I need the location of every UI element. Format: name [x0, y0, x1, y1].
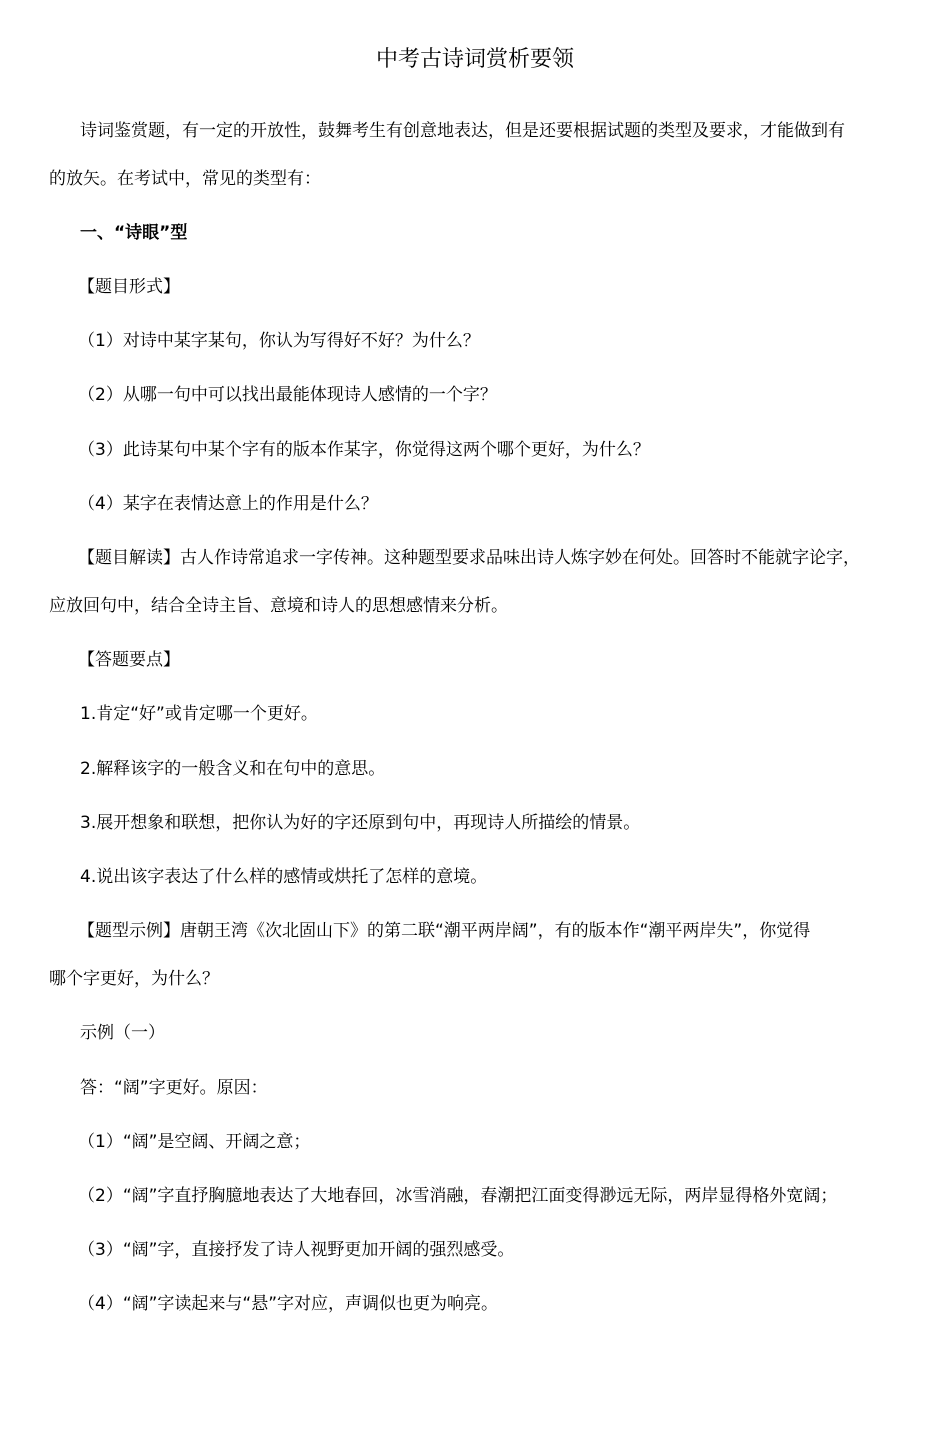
form-item-2: （2）从哪一句中可以找出最能体现诗人感情的一个字？ — [78, 385, 497, 405]
point-4: 4.说出该字表达了什么样的感情或烘托了怎样的意境。 — [80, 867, 488, 887]
reason-3: （3）“阔”字，直接抒发了诗人视野更加开阔的强烈感受。 — [78, 1240, 515, 1260]
reason-1: （1）“阔”是空阔、开阔之意； — [78, 1132, 311, 1152]
point-3: 3.展开想象和联想，把你认为好的字还原到句中，再现诗人所描绘的情景。 — [80, 813, 641, 833]
form-label: 【题目形式】 — [78, 277, 180, 297]
interpret-text-1: 古人作诗常追求一字传神。这种题型要求品味出诗人炼字妙在何处。回答时不能就字论字， — [180, 548, 860, 568]
sample-label: 示例（一） — [80, 1023, 165, 1043]
interpret-label: 【题目解读】 — [78, 548, 180, 568]
example-line-2: 哪个字更好，为什么？ — [49, 969, 219, 989]
intro-line-2: 的放矢。在考试中，常见的类型有： — [49, 169, 321, 189]
example-line-1 — [78, 918, 810, 944]
points-label: 【答题要点】 — [78, 650, 180, 670]
section-heading: 一、“诗眼”型 — [80, 223, 188, 243]
interpret-line-2: 应放回句中，结合全诗主旨、意境和诗人的思想感情来分析。 — [49, 596, 508, 616]
interpret-line-1 — [78, 545, 860, 571]
example-label: 【题型示例】 — [78, 921, 180, 941]
form-item-3: （3）此诗某句中某个字有的版本作某字，你觉得这两个哪个更好，为什么？ — [78, 440, 650, 460]
point-1: 1.肯定“好”或肯定哪一个更好。 — [80, 704, 318, 724]
reason-2: （2）“阔”字直抒胸臆地表达了大地春回，冰雪消融，春潮把江面变得渺远无际，两岸显得格外宽阔； — [78, 1186, 838, 1206]
sample-answer: 答：“阔”字更好。原因： — [80, 1078, 268, 1098]
point-2: 2.解释该字的一般含义和在句中的意思。 — [80, 759, 386, 779]
form-item-4: （4）某字在表情达意上的作用是什么？ — [78, 494, 378, 514]
document-title: 中考古诗词赏析要领 — [375, 47, 574, 72]
example-text-1: 唐朝王湾《次北固山下》的第二联“潮平两岸阔”，有的版本作“潮平两岸失”，你觉得 — [180, 921, 811, 941]
reason-4: （4）“阔”字读起来与“悬”字对应，声调似也更为响亮。 — [78, 1294, 499, 1314]
form-item-1: （1）对诗中某字某句，你认为写得好不好？为什么？ — [78, 331, 480, 351]
intro-line-1: 诗词鉴赏题，有一定的开放性，鼓舞考生有创意地表达，但是还要根据试题的类型及要求，才能做到有 — [80, 121, 845, 141]
